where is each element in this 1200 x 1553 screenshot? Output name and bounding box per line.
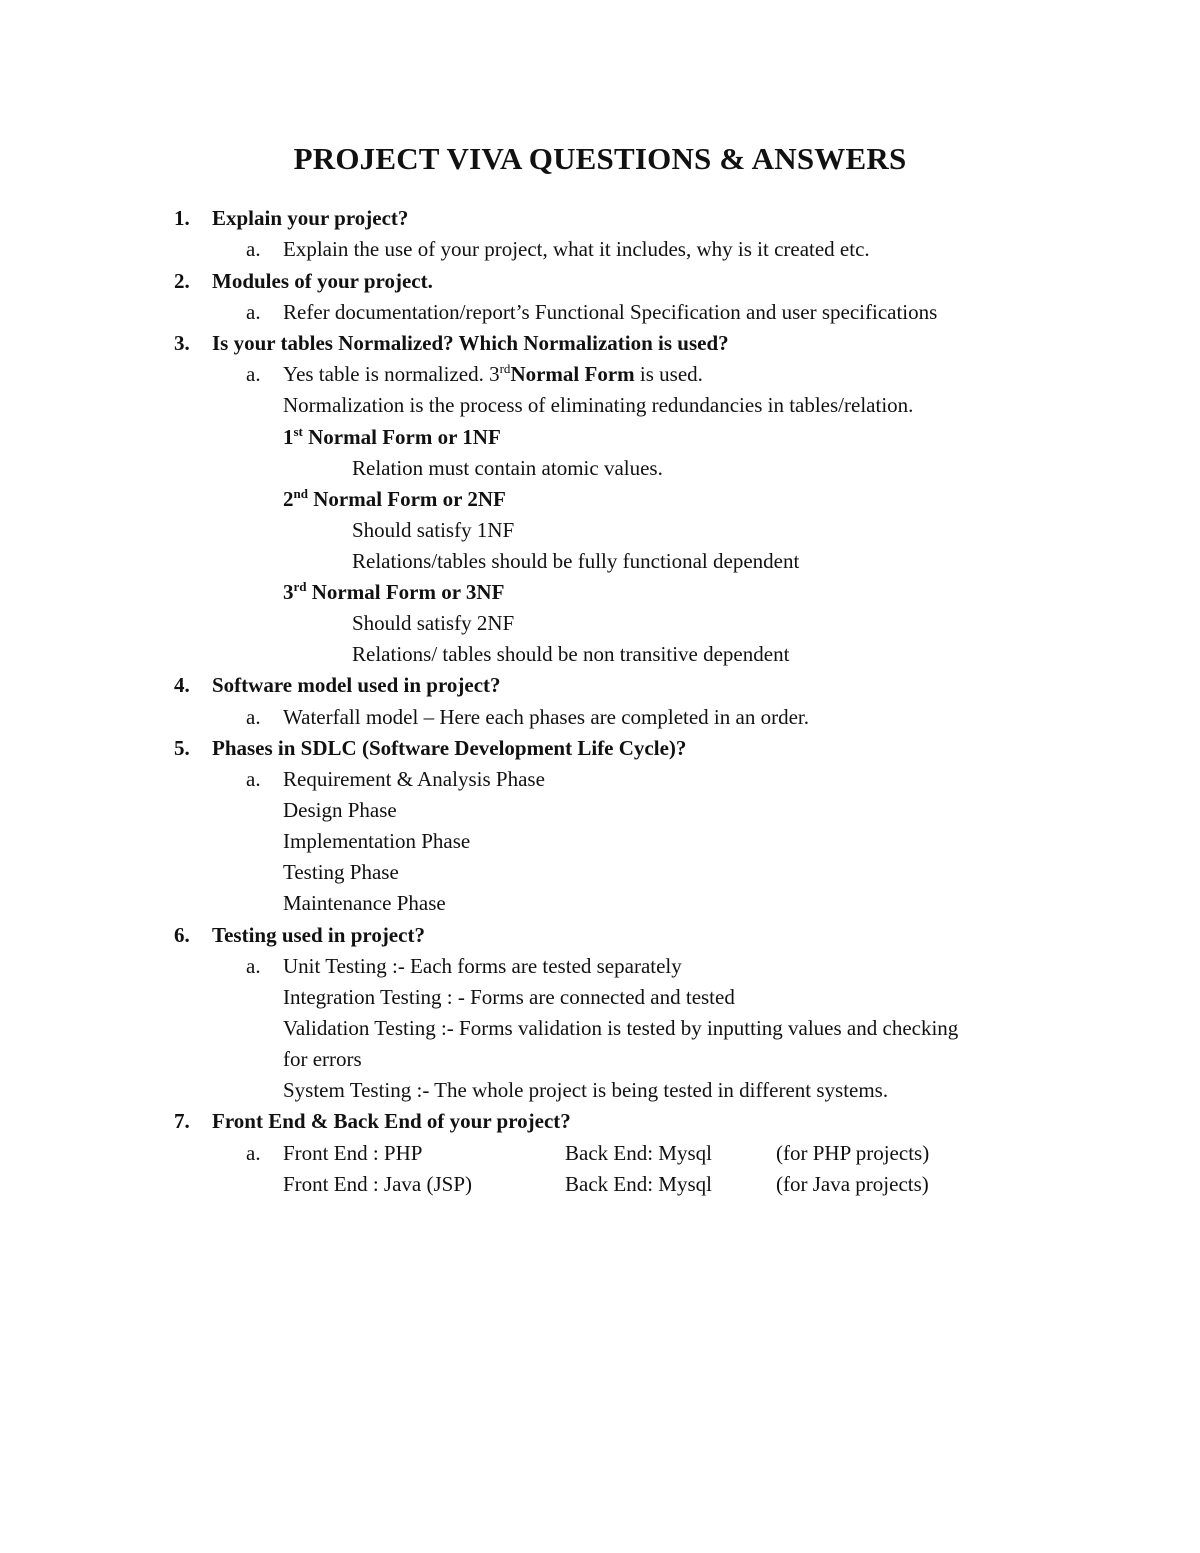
validation-testing: Validation Testing :- Forms validation is tested by inputting values and checking [283,1016,959,1040]
sdlc-phase: Requirement & Analysis Phase [283,767,545,791]
question-number: 6. [174,923,190,947]
answer-4: Waterfall model – Here each phases are completed in an order. [283,705,809,729]
nf3-title: Normal Form or 3NF [306,580,505,604]
sdlc-phase: Maintenance Phase [283,891,446,915]
project-type-note: (for PHP projects) [776,1141,930,1165]
answer-marker: a. [246,237,261,261]
nf2-title: Normal Form or 2NF [307,487,506,511]
unit-testing: Unit Testing :- Each forms are tested separately [283,954,682,978]
integration-testing: Integration Testing : - Forms are connected and tested [283,985,735,1009]
question-number: 4. [174,673,190,697]
back-end: Back End: Mysql [565,1172,712,1196]
answer-marker: a. [246,300,261,324]
project-type-note: (for Java projects) [776,1172,929,1196]
front-end: Front End : Java (JSP) [283,1172,472,1196]
system-testing: System Testing :- The whole project is being tested in different systems. [283,1078,889,1102]
question-5: Phases in SDLC (Software Development Life Cycle)? [212,736,687,760]
nf1-rule: Relation must contain atomic values. [352,456,663,480]
answer-1: Explain the use of your project, what it includes, why is it created etc. [283,237,870,261]
question-7: Front End & Back End of your project? [212,1109,571,1133]
answer-marker: a. [246,1141,261,1165]
validation-testing-cont: for errors [283,1047,362,1071]
nf2-heading [283,486,506,512]
answer-marker: a. [246,767,261,791]
question-number: 7. [174,1109,190,1133]
front-end: Front End : PHP [283,1141,423,1165]
nf2-rule: Relations/tables should be fully functional dependent [352,549,800,573]
sdlc-phase: Design Phase [283,798,397,822]
question-number: 5. [174,736,190,760]
sdlc-phase: Testing Phase [283,860,399,884]
answer-3-bold: Normal Form [510,362,635,386]
question-2: Modules of your project. [212,269,433,293]
answer-marker: a. [246,705,261,729]
answer-3-post: is used. [634,362,703,386]
answer-3-pre: Yes table is normalized. 3 [283,362,500,386]
sdlc-phase: Implementation Phase [283,829,471,853]
ordinal-suffix: st [293,424,303,439]
answer-2: Refer documentation/report’s Functional Specification and user specifications [283,300,938,324]
answer-marker: a. [246,362,261,386]
nf2-rule: Should satisfy 1NF [352,518,515,542]
question-number: 2. [174,269,190,293]
question-number: 3. [174,331,190,355]
question-3: Is your tables Normalized? Which Normalization is used? [212,331,729,355]
question-4: Software model used in project? [212,673,501,697]
ordinal-suffix: nd [293,486,308,501]
nf3-heading [283,579,504,605]
nf1-heading [283,424,501,450]
answer-marker: a. [246,954,261,978]
back-end: Back End: Mysql [565,1141,712,1165]
normalization-definition: Normalization is the process of eliminating redundancies in tables/relation. [283,393,914,417]
ordinal-suffix: rd [499,361,511,376]
nf3-num: 3 [283,580,294,604]
answer-3 [283,361,703,387]
page-title: PROJECT VIVA QUESTIONS & ANSWERS [293,141,907,176]
nf3-rule: Should satisfy 2NF [352,611,515,635]
question-1: Explain your project? [212,206,409,230]
nf3-rule: Relations/ tables should be non transitive dependent [352,642,790,666]
ordinal-suffix: rd [293,579,307,594]
nf2-num: 2 [283,487,294,511]
question-number: 1. [174,206,190,230]
nf1-title: Normal Form or 1NF [302,425,501,449]
question-6: Testing used in project? [212,923,425,947]
nf1-num: 1 [283,425,294,449]
